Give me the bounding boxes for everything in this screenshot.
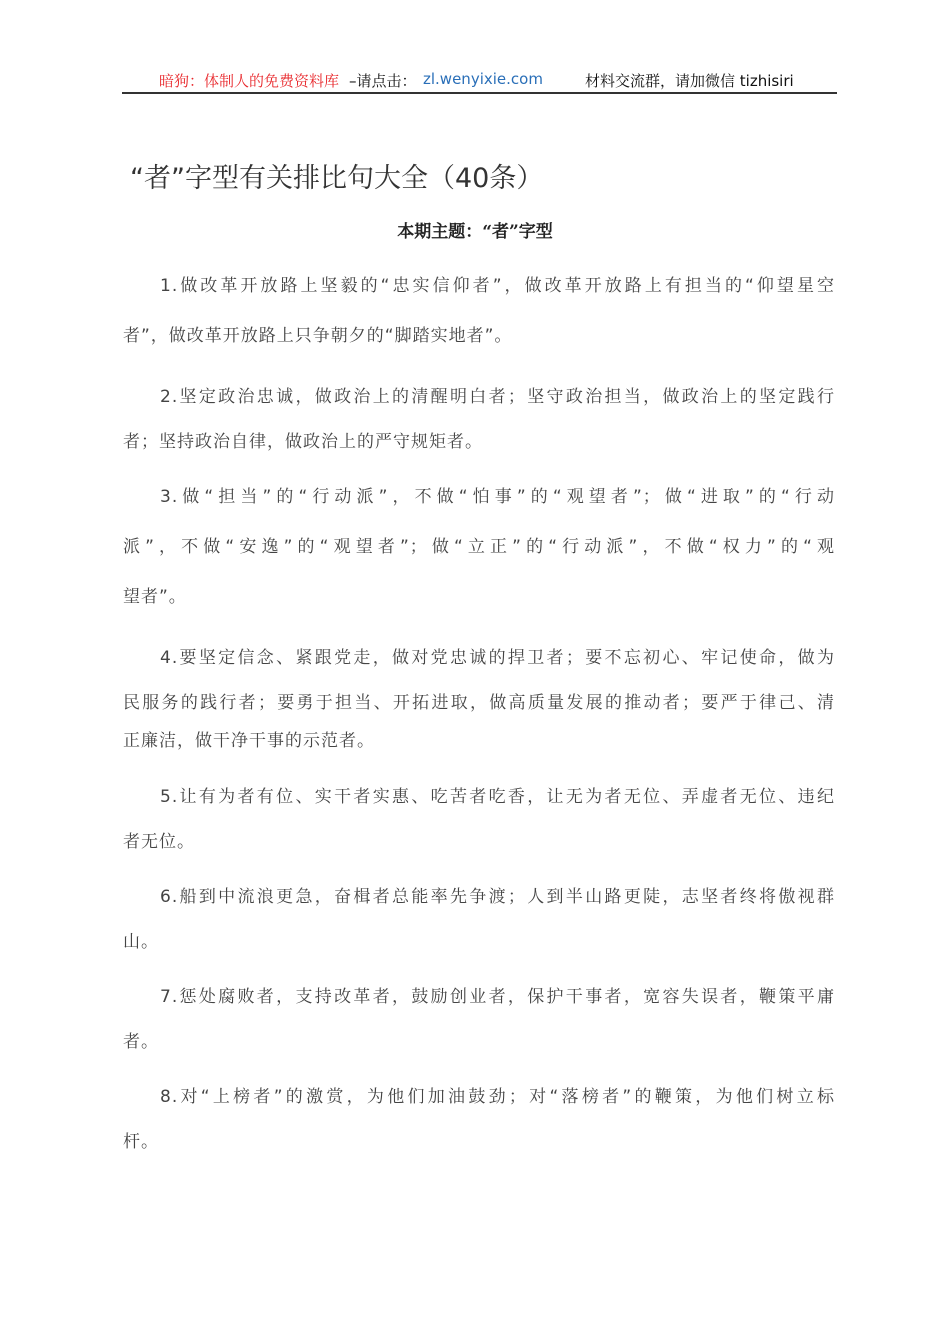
document-subtitle: 本期主题：“者”字型 [397,222,553,242]
header-click-text: –请点击： [349,72,417,90]
paragraph-line: 8.对“上榜者”的激赏，为他们加油鼓劲；对“落榜者”的鞭策，为他们树立标 [160,1087,835,1107]
paragraph-line: 5.让有为者有位、实干者实惠、吃苦者吃香，让无为者无位、弄虚者无位、违纪 [160,787,835,807]
header-contact: 材料交流群，请加微信 tizhisiri [585,72,794,90]
header-site-name: 暗狗：体制人的免费资料库 [159,72,340,90]
paragraph-line: 者；坚持政治自律，做政治上的严守规矩者。 [123,432,483,452]
header-divider [122,92,837,94]
paragraph-line: 正廉洁，做干净干事的示范者。 [123,731,375,751]
page-header [123,70,836,92]
header-link[interactable]: zl.wenyixie.com [423,70,543,88]
paragraph-line: 望者”。 [123,587,187,607]
document-title: “者”字型有关排比句大全（40条） [130,163,544,194]
paragraph-line: 山。 [123,932,159,952]
paragraph-line: 民服务的践行者；要勇于担当、开拓进取，做高质量发展的推动者；要严于律己、清 [123,693,835,713]
paragraph-line: 者。 [123,1032,159,1052]
paragraph-line: 7.惩处腐败者，支持改革者，鼓励创业者，保护干事者，宽容失误者，鞭策平庸 [160,987,835,1007]
paragraph-line: 者”，做改革开放路上只争朝夕的“脚踏实地者”。 [123,326,513,346]
paragraph-line: 2.坚定政治忠诚，做政治上的清醒明白者；坚守政治担当，做政治上的坚定践行 [160,387,835,407]
paragraph-line: 者无位。 [123,832,195,852]
paragraph-line: 派”，不做“安逸”的“观望者”；做“立正”的“行动派”，不做“权力”的“观 [123,537,835,557]
paragraph-line: 6.船到中流浪更急，奋楫者总能率先争渡；人到半山路更陡，志坚者终将傲视群 [160,887,835,907]
paragraph-line: 1.做改革开放路上坚毅的“忠实信仰者”，做改革开放路上有担当的“仰望星空 [160,276,835,296]
paragraph-line: 杆。 [123,1132,159,1152]
paragraph-line: 4.要坚定信念、紧跟党走，做对党忠诚的捍卫者；要不忘初心、牢记使命，做为 [160,648,835,668]
paragraph-line: 3.做“担当”的“行动派”，不做“怕事”的“观望者”；做“进取”的“行动 [160,487,835,507]
